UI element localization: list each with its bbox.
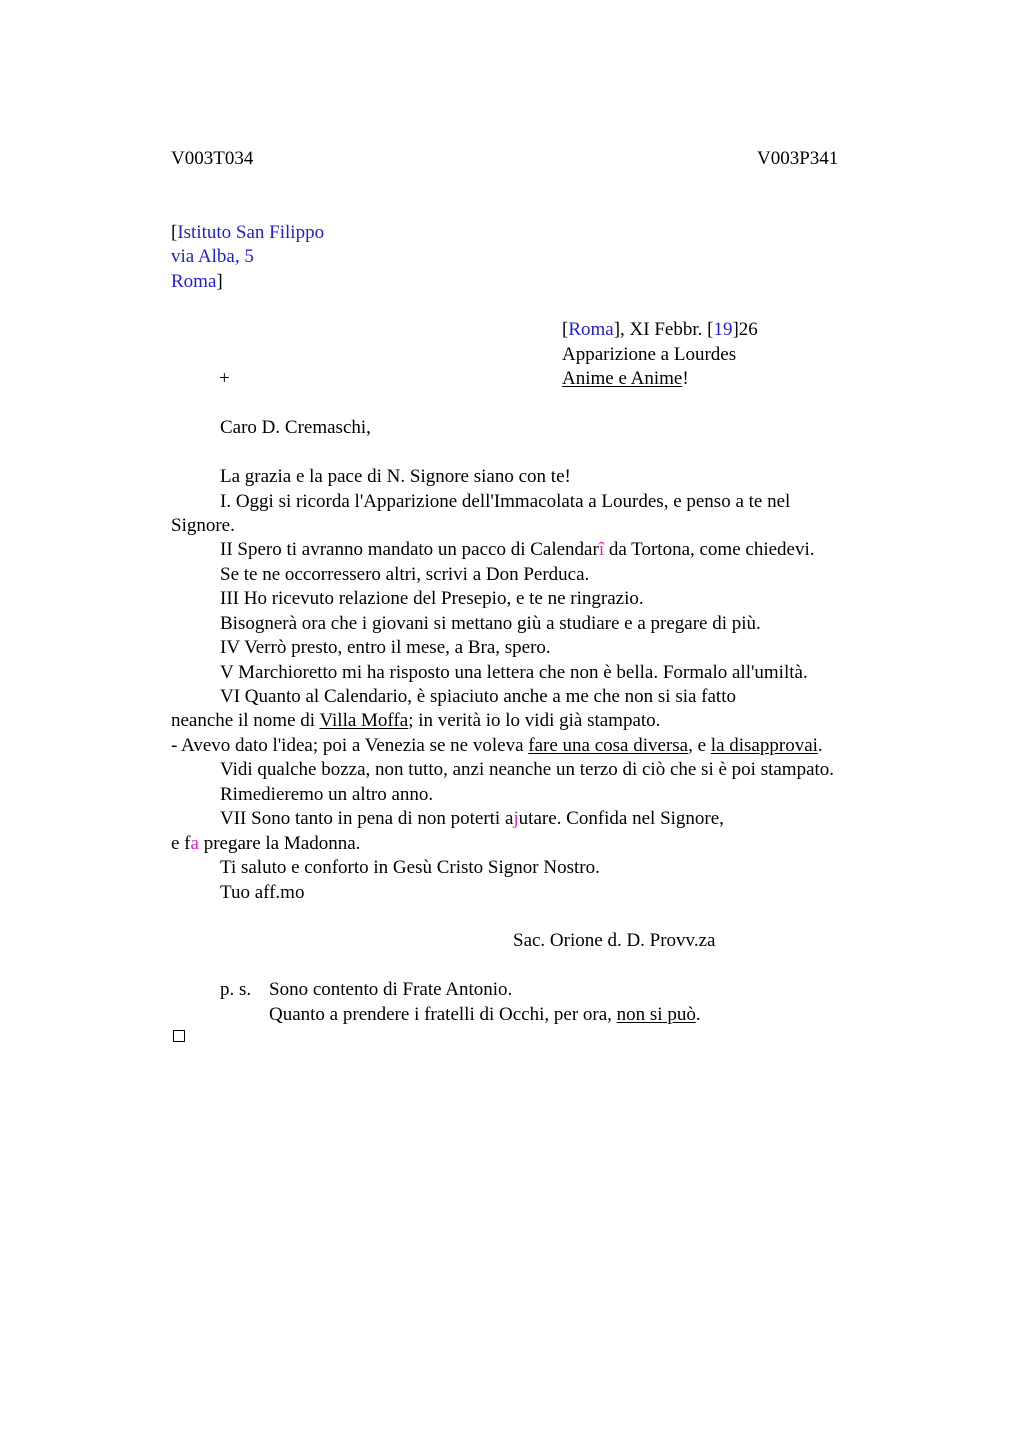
body-line-11 — [171, 711, 660, 730]
closing-line: Ti saluto e conforto in Gesù Cristo Signor Nostro. — [220, 857, 600, 878]
correction-mark: a — [190, 833, 199, 854]
text-segment: ; in verità io lo vidi già stampato. — [408, 710, 661, 731]
text-segment: neanche il nome di — [171, 710, 320, 731]
text-segment: - Avevo dato l'idea; poi a Venezia se ne voleva — [171, 735, 529, 756]
text-segment: Quanto a prendere i fratelli di Occhi, per ora, — [269, 1004, 617, 1025]
subject-line-2 — [562, 369, 689, 388]
dateline: [Roma], XI Febbr. [19]26 — [562, 319, 758, 340]
body-line-10: VI Quanto al Calendario, è spiaciuto anche a me che non si sia fatto — [220, 686, 736, 707]
text-segment: . — [695, 1004, 701, 1025]
signature: Sac. Orione d. D. Provv.za — [513, 930, 716, 951]
address-line-1: [Istituto San Filippo — [171, 222, 325, 243]
address-city: Roma — [171, 271, 217, 292]
text-segment: II Spero ti avranno mandato un pacco di Calendar — [220, 539, 599, 560]
salutation: Caro D. Cremaschi, — [220, 417, 371, 438]
text-segment: e f — [171, 833, 191, 854]
body-line-4 — [220, 540, 815, 559]
underlined-text: fare una cosa diversa — [528, 735, 689, 756]
text-segment: , e — [688, 735, 711, 756]
postscript-label: p. s. — [220, 979, 252, 1000]
address-institute: Istituto San Filippo — [177, 222, 325, 243]
correction-mark: j — [513, 808, 519, 829]
underlined-text: non si può — [616, 1004, 696, 1025]
underlined-text: Villa Moffa — [319, 710, 409, 731]
end-of-document-box-icon — [173, 1030, 185, 1042]
body-line-6: III Ho ricevuto relazione del Presepio, e te ne ringrazio. — [220, 588, 644, 609]
body-line-14: Rimedieremo un altro anno. — [220, 784, 434, 805]
body-line-7: Bisognerà ora che i giovani si mettano giù a studiare e a pregare di più. — [220, 613, 761, 634]
body-line-16 — [171, 834, 360, 853]
subject-underlined: Anime e Anime — [562, 368, 683, 389]
text-segment: pregare la Madonna. — [198, 833, 361, 854]
body-line-12 — [171, 736, 823, 755]
text-segment: da Tortona, come chiedevi. — [604, 539, 815, 560]
body-line-8: IV Verrò presto, entro il mese, a Bra, spero. — [220, 637, 551, 658]
body-line-9: V Marchioretto mi ha risposto una lettera che non è bella. Formalo all'umiltà. — [220, 662, 808, 683]
underlined-text: la disapprovai — [710, 735, 818, 756]
text-segment: VII Sono tanto in pena di non poterti a — [220, 808, 514, 829]
body-line-3: Signore. — [171, 515, 235, 536]
subject-line-1: Apparizione a Lourdes — [562, 344, 737, 365]
dateline-place: Roma — [568, 319, 614, 340]
document-code-left: V003T034 — [171, 148, 254, 169]
body-line-15 — [220, 809, 724, 828]
cross-symbol: + — [219, 368, 230, 389]
valediction: Tuo aff.mo — [220, 882, 305, 903]
correction-mark: î — [598, 539, 605, 560]
dateline-date: , XI Febbr. — [620, 319, 708, 340]
text-segment: . — [817, 735, 823, 756]
body-line-2: I. Oggi si ricorda l'Apparizione dell'Immacolata a Lourdes, e penso a te nel — [220, 491, 791, 512]
postscript-line-1: Sono contento di Frate Antonio. — [269, 979, 513, 1000]
text-segment: utare. Confida nel Signore, — [518, 808, 724, 829]
address-line-3: Roma] — [171, 271, 223, 292]
body-line-13: Vidi qualche bozza, non tutto, anzi neanche un terzo di ciò che si è poi stampato. — [220, 759, 835, 780]
dateline-year-prefix: 19 — [713, 319, 733, 340]
postscript-line-2 — [269, 1005, 701, 1024]
body-line-5: Se te ne occorressero altri, scrivi a Don Perduca. — [220, 564, 590, 585]
document-code-right: V003P341 — [757, 148, 839, 169]
address-line-2: via Alba, 5 — [171, 246, 254, 267]
subject-exclamation: ! — [682, 368, 689, 389]
dateline-year-suffix: 26 — [738, 319, 758, 340]
body-line-1: La grazia e la pace di N. Signore siano con te! — [220, 466, 571, 487]
